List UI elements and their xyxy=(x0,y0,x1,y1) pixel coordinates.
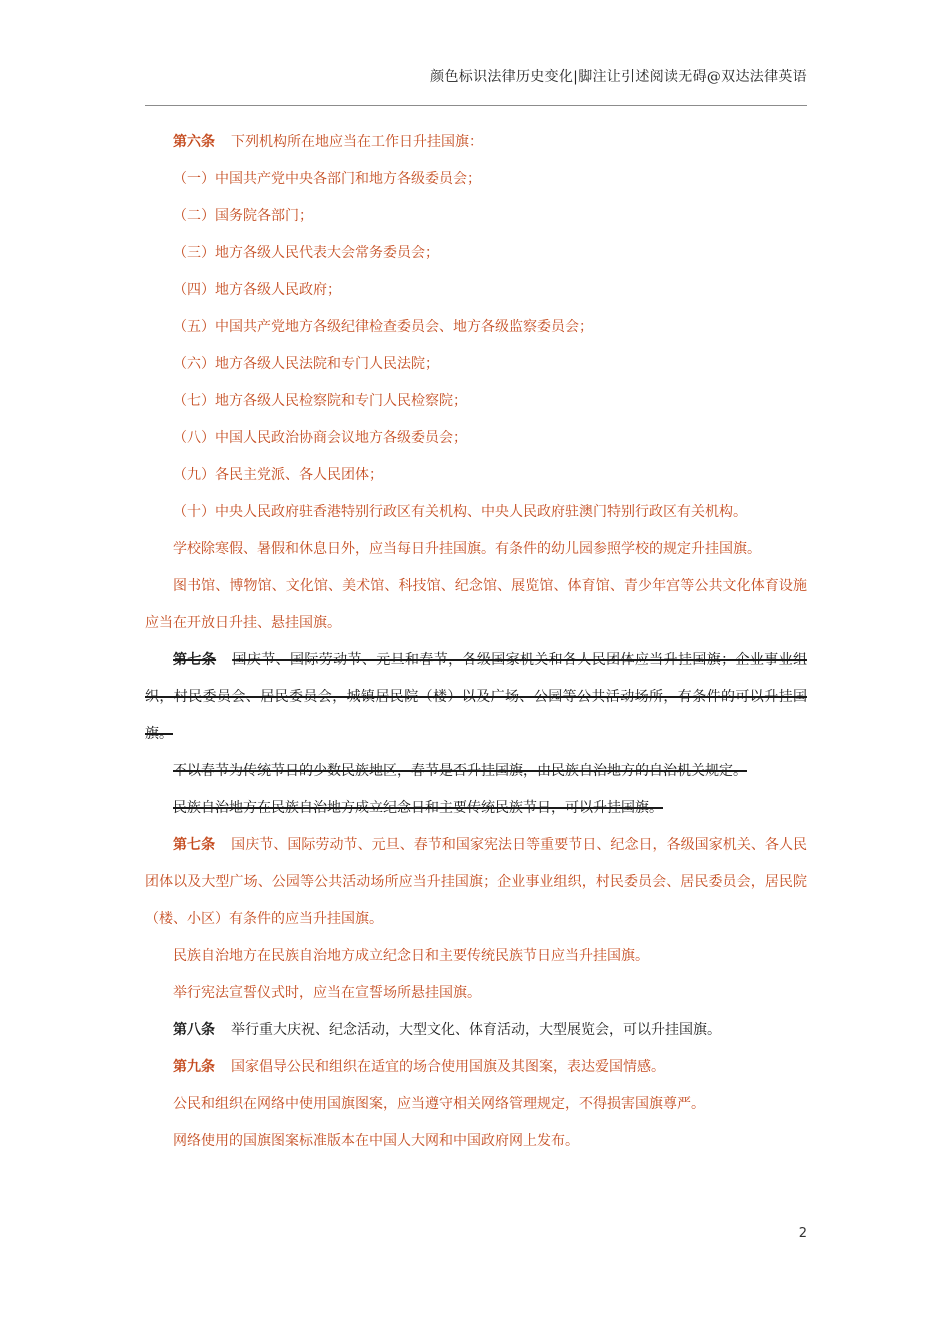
article-7-old-text: 国庆节、国际劳动节、元旦和春节，各级国家机关和各人民团体应当升挂国旗；企业事业组织，村民委员会、居民委员会，城镇居民院（楼）以及广场、公园等公共活动场所，有条件的可以升挂国旗。 xyxy=(145,652,808,742)
article-7-new-text: 国庆节、国际劳动节、元旦、春节和国家宪法日等重要节日、纪念日，各级国家机关、各人民团体以及大型广场、公园等公共活动场所应当升挂国旗；企业事业组织，村民委员会、居民委员会，居民院（楼、小区）有条件的应当升挂国旗。 xyxy=(145,837,808,927)
article-9-text: 国家倡导公民和组织在适宜的场合使用国旗及其图案，表达爱国情感。 xyxy=(231,1059,665,1075)
article-6-schools-paragraph: 学校除寒假、暑假和休息日外，应当每日升挂国旗。有条件的幼儿园参照学校的规定升挂国旗。 xyxy=(173,541,761,557)
article-6-item: （三）地方各级人民代表大会常务委员会； xyxy=(173,245,439,261)
article-6-item: （四）地方各级人民政府； xyxy=(173,282,341,298)
article-6-item: （十）中央人民政府驻香港特别行政区有关机构、中央人民政府驻澳门特别行政区有关机构。 xyxy=(173,504,747,520)
article-7-old-label: 第七条 xyxy=(173,652,217,668)
article-7-new-paragraph-2: 民族自治地方在民族自治地方成立纪念日和主要传统民族节日应当升挂国旗。 xyxy=(173,948,649,964)
article-6-item: （五）中国共产党地方各级纪律检查委员会、地方各级监察委员会； xyxy=(173,319,593,335)
article-7-old-paragraph-2: 不以春节为传统节日的少数民族地区，春节是否升挂国旗，由民族自治地方的自治机关规定。 xyxy=(173,763,747,779)
article-9-paragraph-3: 网络使用的国旗图案标准版本在中国人大网和中国政府网上发布。 xyxy=(173,1133,579,1149)
page-number: 2 xyxy=(798,1226,807,1241)
article-9-paragraph xyxy=(145,1049,807,1086)
article-6-item: （九）各民主党派、各人民团体； xyxy=(173,467,383,483)
article-6-item: （二）国务院各部门； xyxy=(173,208,313,224)
article-6-item: （七）地方各级人民检察院和专门人民检察院； xyxy=(173,393,467,409)
page-header: 颜色标识法律历史变化|脚注让引述阅读无碍@双达法律英语 xyxy=(430,69,807,85)
article-9-paragraph-2: 公民和组织在网络中使用国旗图案，应当遵守相关网络管理规定，不得损害国旗尊严。 xyxy=(173,1096,705,1112)
article-6-item: （八）中国人民政治协商会议地方各级委员会； xyxy=(173,430,467,446)
article-8-text: 举行重大庆祝、纪念活动，大型文化、体育活动，大型展览会，可以升挂国旗。 xyxy=(231,1022,721,1038)
article-8-paragraph xyxy=(145,1012,807,1049)
header-divider xyxy=(145,105,807,106)
article-6-culture-paragraph: 图书馆、博物馆、文化馆、美术馆、科技馆、纪念馆、展览馆、体育馆、青少年宫等公共文化体育设施应当在开放日升挂、悬挂国旗。 xyxy=(145,578,807,631)
article-6-item: （一）中国共产党中央各部门和地方各级委员会； xyxy=(173,171,481,187)
document-body xyxy=(145,124,807,1160)
article-6-intro xyxy=(145,124,807,161)
article-7-new-label: 第七条 xyxy=(173,837,216,853)
article-8-label: 第八条 xyxy=(173,1022,215,1038)
article-6-intro-text: 下列机构所在地应当在工作日升挂国旗： xyxy=(231,134,483,150)
article-9-label: 第九条 xyxy=(173,1059,215,1075)
article-6-label: 第六条 xyxy=(173,134,215,150)
article-7-new-paragraph xyxy=(145,827,807,938)
article-6-item: （六）地方各级人民法院和专门人民法院； xyxy=(173,356,439,372)
article-7-old-paragraph xyxy=(145,642,807,753)
article-7-new-paragraph-3: 举行宪法宣誓仪式时，应当在宣誓场所悬挂国旗。 xyxy=(173,985,481,1001)
article-7-old-paragraph-3: 民族自治地方在民族自治地方成立纪念日和主要传统民族节日，可以升挂国旗。 xyxy=(173,800,663,816)
